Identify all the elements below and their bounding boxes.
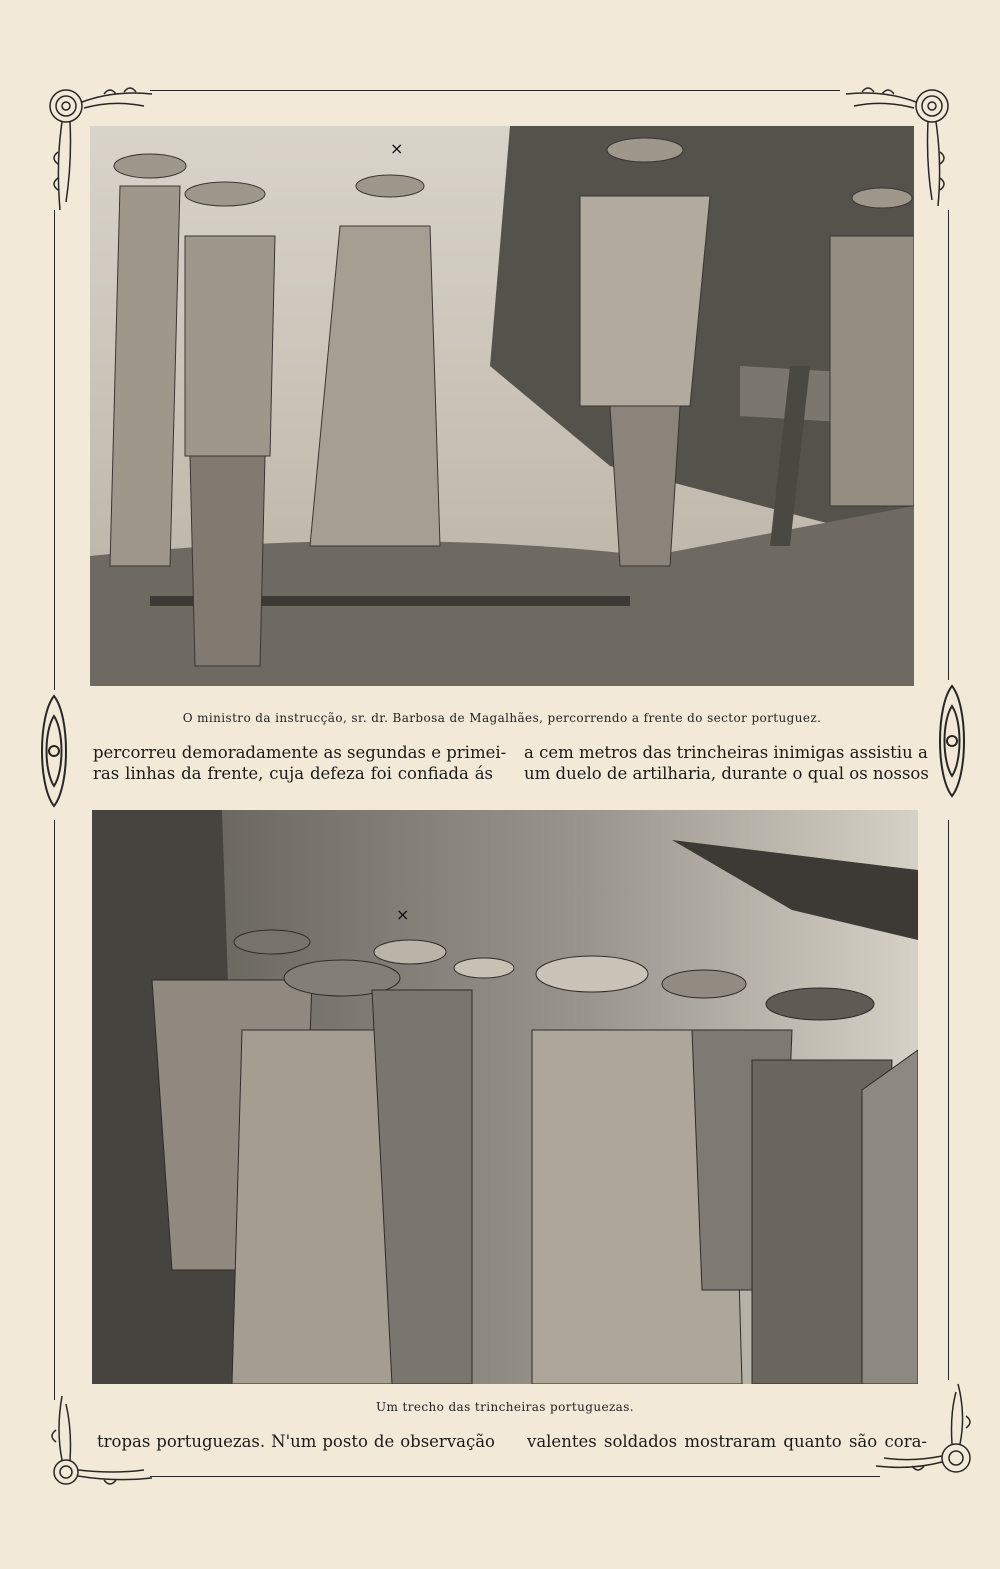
upper-right-column — [524, 742, 929, 784]
photo1-caption: O ministro da instrucção, sr. dr. Barbosa de Magalhães, percorrendo a frente do sector portuguez. — [182, 711, 822, 725]
photo-minister-visit — [90, 126, 914, 686]
frame-right-line — [948, 210, 949, 680]
left-side-ornament — [36, 686, 72, 816]
lower-right-column — [527, 1431, 927, 1452]
lower-left-line-1: tropas portuguezas. N'um posto de observação — [97, 1432, 495, 1451]
right-side-ornament — [934, 676, 970, 806]
photo-minister-visit-drawing — [90, 126, 914, 686]
photo2-mark: × — [396, 905, 410, 924]
photo-trench-drawing — [92, 810, 918, 1384]
lower-left-column — [97, 1431, 495, 1452]
photo1-mark: × — [390, 139, 404, 158]
frame-left-line-lower — [54, 820, 55, 1400]
upper-right-line-2: um duelo de artilharia, durante o qual os nossos — [524, 764, 929, 783]
lower-right-line-1: valentes soldados mostraram quanto são cora- — [527, 1432, 927, 1451]
frame-right-line-lower — [948, 820, 949, 1380]
upper-left-column — [93, 742, 507, 784]
upper-right-line-1: a cem metros das trincheiras inimigas assistiu a — [524, 743, 928, 762]
upper-left-line-1: percorreu demoradamente as segundas e primei- — [93, 743, 507, 762]
frame-top-line — [150, 90, 840, 91]
upper-left-line-2: ras linhas da frente, cuja defeza foi confiada ás — [93, 764, 493, 783]
photo2-caption: Um trecho das trincheiras portuguezas. — [376, 1400, 634, 1414]
frame-bottom-line — [150, 1476, 880, 1477]
frame-left-line — [54, 210, 55, 690]
photo-trench — [92, 810, 918, 1384]
